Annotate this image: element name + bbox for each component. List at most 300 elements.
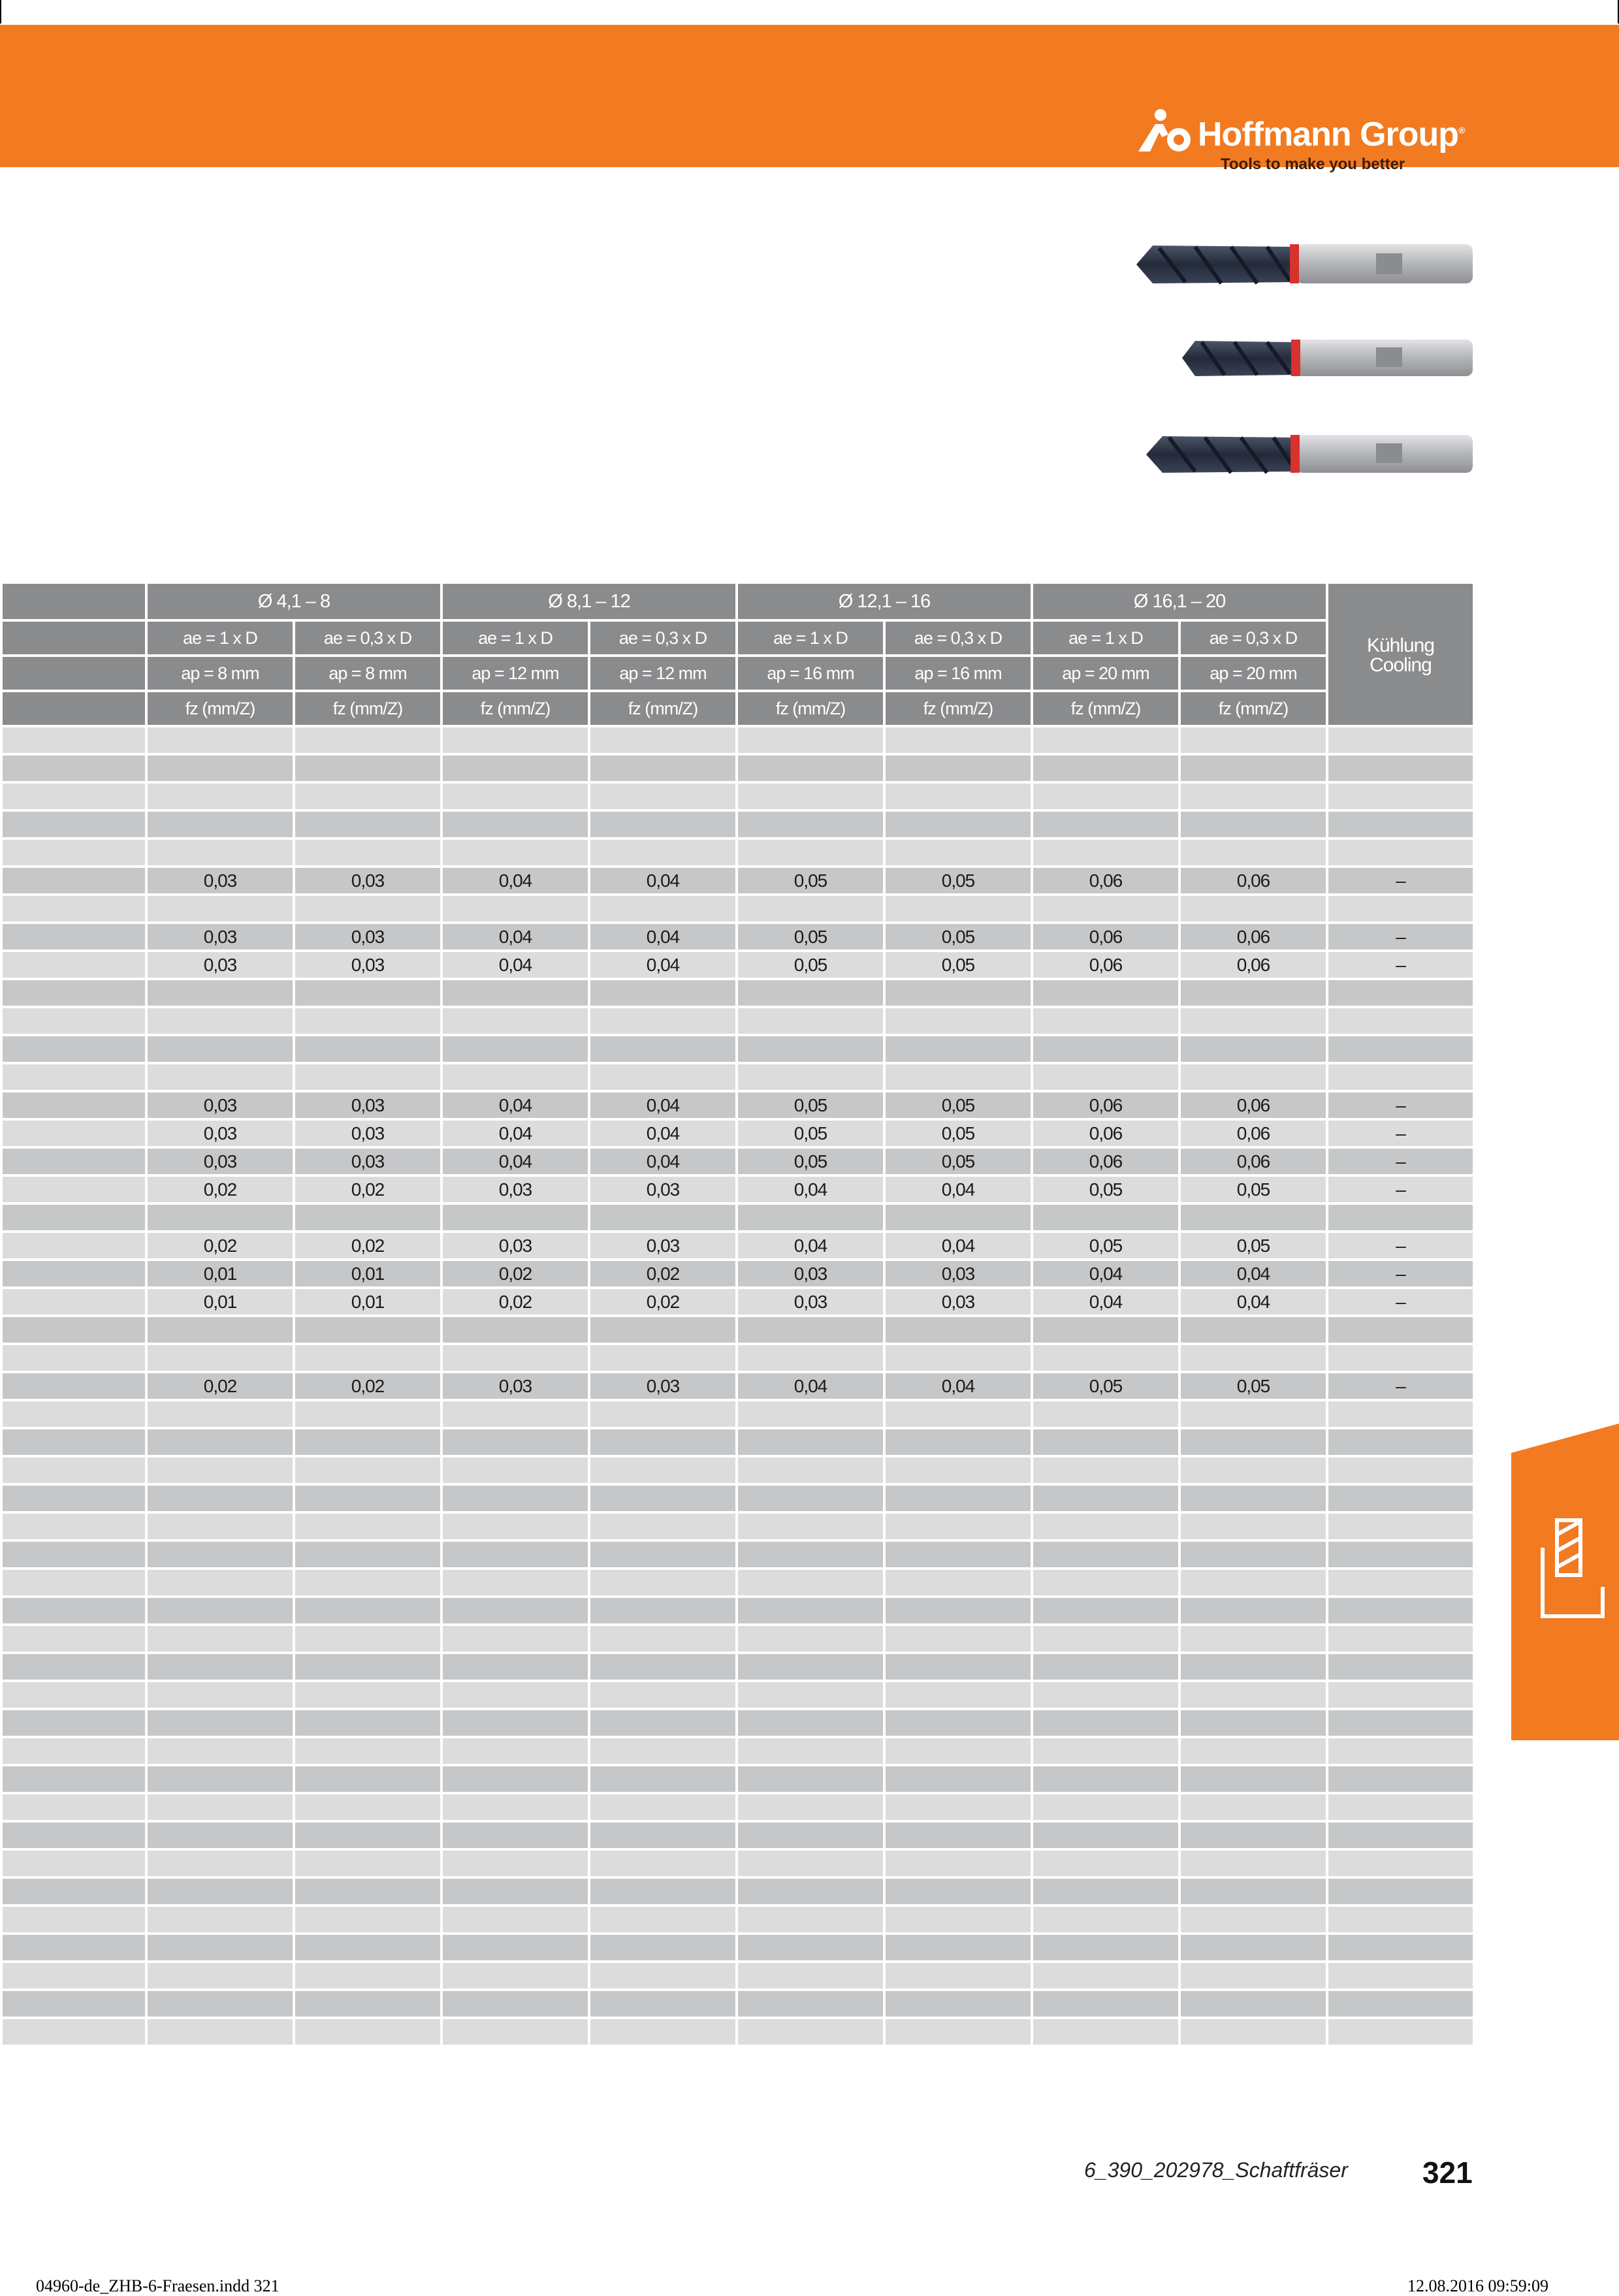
fz-value-cell [1179,1400,1327,1428]
table-row [1,1091,1474,1119]
fz-value-cell: 0,05 [884,1147,1032,1175]
ap-header: ap = 8 mm [294,656,441,691]
fz-value-cell [1032,726,1179,754]
fz-value-cell [1032,1344,1179,1372]
table-row [1,1288,1474,1316]
fz-value-cell [884,1709,1032,1737]
cooling-cell: – [1327,1288,1474,1316]
cooling-cell [1327,1512,1474,1540]
fz-value-cell: 0,05 [737,867,884,895]
fz-value-cell [737,1007,884,1035]
fz-value-cell [146,726,294,754]
fz-value-cell: 0,06 [1179,1091,1327,1119]
fz-value-cell [1179,1569,1327,1597]
fz-value-cell [589,1204,737,1232]
fz-value-cell: 0,04 [441,1091,589,1119]
fz-value-cell [884,1877,1032,1905]
fz-value-cell [1032,1204,1179,1232]
fz-value-cell: 0,06 [1032,1147,1179,1175]
table-row [1,1597,1474,1625]
fz-value-cell: 0,03 [294,867,441,895]
fz-value-cell: 0,02 [146,1232,294,1260]
fz-value-cell [441,1063,589,1091]
cooling-cell [1327,1765,1474,1793]
table-row [1,1821,1474,1849]
fz-value-cell [441,1484,589,1512]
material-cell [1,1456,146,1484]
fz-value-cell: 0,03 [146,951,294,979]
fz-value-cell [146,1428,294,1456]
fz-value-cell [1032,1625,1179,1653]
fz-value-cell [737,1484,884,1512]
cooling-cell [1327,1569,1474,1597]
fz-value-cell [1179,1428,1327,1456]
fz-value-cell [146,1793,294,1821]
table-row [1,1512,1474,1540]
material-cell [1,979,146,1007]
fz-value-cell [884,1344,1032,1372]
material-cell [1,1737,146,1765]
fz-value-cell [146,1484,294,1512]
material-cell [1,1962,146,1990]
cooling-cell [1327,1007,1474,1035]
fz-value-cell [1032,1877,1179,1905]
material-cell [1,1877,146,1905]
fz-value-cell [737,838,884,867]
cooling-cell [1327,754,1474,782]
cooling-cell: – [1327,1091,1474,1119]
fz-value-cell: 0,04 [1179,1260,1327,1288]
material-cell [1,1119,146,1147]
fz-value-cell [146,1512,294,1540]
material-cell [1,923,146,951]
fz-value-cell [146,1400,294,1428]
ae-header: ae = 1 x D [146,620,294,656]
table-row [1,726,1474,754]
fz-header: fz (mm/Z) [1179,691,1327,726]
fz-value-cell [1179,838,1327,867]
fz-value-cell [146,1962,294,1990]
fz-value-cell [1032,1737,1179,1765]
fz-value-cell [146,838,294,867]
fz-value-cell: 0,03 [589,1232,737,1260]
fz-value-cell [884,1569,1032,1597]
fz-value-cell: 0,02 [294,1175,441,1204]
cooling-cell [1327,2018,1474,2046]
fz-value-cell [884,726,1032,754]
fz-value-cell [441,1512,589,1540]
cooling-cell: – [1327,951,1474,979]
fz-value-cell [1032,1428,1179,1456]
material-cell [1,1344,146,1372]
fz-value-cell [1032,1569,1179,1597]
fz-value-cell [884,1849,1032,1877]
cooling-cell [1327,1204,1474,1232]
fz-value-cell [589,1990,737,2018]
fz-value-cell [1179,1512,1327,1540]
fz-value-cell [1179,1737,1327,1765]
fz-value-cell [884,838,1032,867]
fz-value-cell: 0,04 [441,951,589,979]
fz-value-cell [441,1316,589,1344]
fz-value-cell: 0,04 [737,1372,884,1400]
cooling-cell [1327,1821,1474,1849]
material-cell [1,838,146,867]
material-cell [1,1793,146,1821]
table-row [1,2018,1474,2046]
fz-value-cell: 0,03 [146,1119,294,1147]
fz-value-cell [294,1653,441,1681]
fz-value-cell [294,1204,441,1232]
fz-value-cell [884,1035,1032,1063]
table-row [1,867,1474,895]
cooling-cell [1327,782,1474,810]
fz-value-cell [1179,1934,1327,1962]
fz-value-cell [146,1204,294,1232]
cooling-cell [1327,1597,1474,1625]
fz-value-cell [146,1540,294,1569]
fz-value-cell [146,1990,294,2018]
fz-value-cell [441,1821,589,1849]
cooling-cell [1327,1962,1474,1990]
fz-value-cell [441,838,589,867]
fz-value-cell [1032,2018,1179,2046]
fz-value-cell: 0,03 [441,1175,589,1204]
fz-value-cell [884,754,1032,782]
table-row [1,1681,1474,1709]
cooling-cell [1327,1540,1474,1569]
fz-value-cell: 0,04 [589,1119,737,1147]
table-row [1,1849,1474,1877]
page-number: 321 [1422,2156,1473,2190]
fz-value-cell [589,895,737,923]
ae-header: ae = 1 x D [737,620,884,656]
fz-value-cell [737,979,884,1007]
fz-value-cell: 0,03 [294,1091,441,1119]
material-cell [1,1147,146,1175]
fz-value-cell [1179,1653,1327,1681]
fz-value-cell [1179,1035,1327,1063]
fz-value-cell [441,1934,589,1962]
fz-value-cell: 0,06 [1179,867,1327,895]
fz-value-cell: 0,04 [884,1372,1032,1400]
fz-value-cell [441,1765,589,1793]
fz-value-cell [146,1653,294,1681]
fz-value-cell [441,895,589,923]
fz-value-cell [441,1007,589,1035]
fz-value-cell [884,782,1032,810]
fz-value-cell [589,754,737,782]
fz-value-cell [737,1877,884,1905]
table-row [1,1260,1474,1288]
table-row [1,1765,1474,1793]
fz-value-cell [1032,1821,1179,1849]
table-row [1,1905,1474,1934]
fz-value-cell [294,1905,441,1934]
fz-value-cell: 0,05 [1032,1232,1179,1260]
fz-value-cell [1032,1063,1179,1091]
cooling-header-en: Cooling [1370,654,1432,676]
fz-value-cell [294,1597,441,1625]
hoffmann-logo-icon [1136,108,1196,154]
fz-header: fz (mm/Z) [737,691,884,726]
fz-value-cell [1032,1007,1179,1035]
fz-value-cell [589,782,737,810]
ae-header: ae = 0,3 x D [884,620,1032,656]
table-row [1,1372,1474,1400]
cooling-cell [1327,979,1474,1007]
fz-value-cell [1179,2018,1327,2046]
fz-value-cell [737,1512,884,1540]
cooling-cell [1327,1653,1474,1681]
fz-value-cell [294,895,441,923]
fz-value-cell [589,1316,737,1344]
fz-value-cell: 0,01 [146,1288,294,1316]
fz-value-cell [146,2018,294,2046]
fz-value-cell: 0,04 [589,1147,737,1175]
material-cell [1,1091,146,1119]
material-cell [1,1681,146,1709]
cooling-cell: – [1327,1119,1474,1147]
material-cell [1,810,146,838]
fz-value-cell: 0,06 [1032,1119,1179,1147]
material-cell [1,1007,146,1035]
fz-value-cell [737,1681,884,1709]
table-row [1,1400,1474,1428]
material-cell [1,1653,146,1681]
fz-value-cell [589,838,737,867]
fz-value-cell [294,810,441,838]
fz-value-cell: 0,02 [146,1372,294,1400]
fz-value-cell [441,1681,589,1709]
fz-header: fz (mm/Z) [146,691,294,726]
cooling-cell [1327,1737,1474,1765]
table-row [1,1147,1474,1175]
brand-tagline: Tools to make you better [1221,155,1405,173]
fz-value-cell [294,1962,441,1990]
ap-header: ap = 12 mm [441,656,589,691]
fz-value-cell [884,1484,1032,1512]
fz-value-cell [441,782,589,810]
fz-value-cell [1032,1905,1179,1934]
fz-value-cell [146,1737,294,1765]
cooling-cell [1327,1344,1474,1372]
fz-value-cell [294,1821,441,1849]
end-mill-image-1 [1133,235,1476,294]
fz-value-cell [294,1765,441,1793]
fz-value-cell [441,1400,589,1428]
table-row [1,1990,1474,2018]
fz-value-cell [1032,895,1179,923]
cooling-cell: – [1327,1175,1474,1204]
fz-value-cell [1032,1653,1179,1681]
fz-value-cell: 0,02 [294,1232,441,1260]
fz-header: fz (mm/Z) [589,691,737,726]
fz-value-cell: 0,02 [441,1260,589,1288]
fz-value-cell [441,1709,589,1737]
table-row [1,1344,1474,1372]
fz-value-cell [441,1540,589,1569]
fz-value-cell [737,1793,884,1821]
fz-value-cell [294,1400,441,1428]
material-cell [1,1540,146,1569]
cooling-cell: – [1327,1372,1474,1400]
material-cell [1,1849,146,1877]
fz-value-cell [1032,754,1179,782]
fz-value-cell [1179,1344,1327,1372]
table-row [1,1625,1474,1653]
fz-value-cell [589,1681,737,1709]
ae-header: ae = 0,3 x D [1179,620,1327,656]
table-row [1,1934,1474,1962]
cutting-data-rows [1,726,1474,2046]
fz-header: fz (mm/Z) [1032,691,1179,726]
table-row [1,1793,1474,1821]
fz-value-cell [1032,1709,1179,1737]
fz-value-cell: 0,04 [589,923,737,951]
table-row [1,895,1474,923]
fz-value-cell [589,1905,737,1934]
fz-value-cell [1179,1484,1327,1512]
fz-value-cell [1179,1063,1327,1091]
fz-value-cell: 0,03 [441,1372,589,1400]
material-header-cell [1,656,146,691]
fz-value-cell [1179,895,1327,923]
material-cell [1,1372,146,1400]
fz-value-cell [589,1540,737,1569]
cooling-cell [1327,1709,1474,1737]
fz-value-cell: 0,01 [294,1260,441,1288]
fz-value-cell [294,2018,441,2046]
table-row [1,1175,1474,1204]
ap-header: ap = 16 mm [884,656,1032,691]
fz-value-cell [146,1765,294,1793]
fz-value-cell: 0,03 [294,1119,441,1147]
fz-value-cell [146,1934,294,1962]
fz-value-cell [1032,810,1179,838]
fz-value-cell: 0,05 [737,1147,884,1175]
material-cell [1,754,146,782]
fz-value-cell [589,1456,737,1484]
fz-value-cell [1032,1316,1179,1344]
fz-value-cell: 0,02 [294,1372,441,1400]
fz-value-cell [737,1653,884,1681]
fz-value-cell [737,895,884,923]
fz-value-cell [737,1063,884,1091]
fz-value-cell [441,1428,589,1456]
fz-value-cell [884,1765,1032,1793]
fz-value-cell [589,2018,737,2046]
fz-value-cell: 0,06 [1179,923,1327,951]
fz-value-cell [146,782,294,810]
material-cell [1,2018,146,2046]
material-cell [1,1288,146,1316]
fz-value-cell [1179,979,1327,1007]
fz-value-cell [1032,1484,1179,1512]
fz-value-cell: 0,04 [1179,1288,1327,1316]
fz-value-cell [737,1597,884,1625]
fz-value-cell [884,1990,1032,2018]
fz-value-cell [441,1653,589,1681]
fz-value-cell: 0,06 [1032,867,1179,895]
cooling-cell [1327,1428,1474,1456]
fz-value-cell [294,726,441,754]
cooling-cell [1327,1456,1474,1484]
fz-value-cell [589,1709,737,1737]
material-cell [1,782,146,810]
fz-value-cell: 0,03 [146,1091,294,1119]
fz-value-cell [589,726,737,754]
fz-value-cell: 0,06 [1179,951,1327,979]
fz-value-cell [737,1428,884,1456]
fz-value-cell [737,1400,884,1428]
fz-value-cell [294,1709,441,1737]
fz-value-cell [737,1905,884,1934]
fz-value-cell [737,726,884,754]
fz-value-cell: 0,05 [737,923,884,951]
table-row [1,1737,1474,1765]
ae-header: ae = 1 x D [441,620,589,656]
fz-value-cell [884,1625,1032,1653]
fz-value-cell [1179,1905,1327,1934]
material-cell [1,1821,146,1849]
fz-value-cell [294,1849,441,1877]
fz-value-cell [1032,1990,1179,2018]
table-row [1,1569,1474,1597]
fz-value-cell [737,1737,884,1765]
material-cell [1,867,146,895]
fz-value-cell [884,1063,1032,1091]
material-cell [1,1428,146,1456]
fz-value-cell [294,838,441,867]
fz-value-cell [146,1035,294,1063]
fz-value-cell: 0,05 [1179,1232,1327,1260]
fz-value-cell [146,979,294,1007]
ap-header: ap = 8 mm [146,656,294,691]
fz-value-cell [294,1569,441,1597]
table-row [1,1035,1474,1063]
fz-value-cell: 0,05 [1179,1372,1327,1400]
fz-value-cell [884,1512,1032,1540]
material-cell [1,1035,146,1063]
fz-value-cell [1032,1793,1179,1821]
fz-value-cell [1179,1849,1327,1877]
crop-mark-top-left [0,0,1,24]
fz-header: fz (mm/Z) [884,691,1032,726]
fz-value-cell [884,1681,1032,1709]
fz-value-cell: 0,03 [884,1260,1032,1288]
fz-value-cell [294,1063,441,1091]
fz-value-cell [1032,1540,1179,1569]
fz-value-cell [1032,1765,1179,1793]
fz-value-cell [294,1484,441,1512]
fz-value-cell: 0,04 [441,1119,589,1147]
fz-value-cell [737,1821,884,1849]
header-banner [0,25,1619,173]
fz-value-cell [884,1905,1032,1934]
fz-value-cell [1179,726,1327,754]
fz-value-cell [737,1344,884,1372]
material-cell [1,1232,146,1260]
fz-value-cell: 0,03 [737,1288,884,1316]
fz-value-cell [737,810,884,838]
fz-value-cell [1032,1681,1179,1709]
print-slug-date: 12.08.2016 09:59:09 [1407,2276,1548,2295]
cooling-cell [1327,1400,1474,1428]
fz-value-cell [146,895,294,923]
fz-value-cell [884,979,1032,1007]
fz-value-cell [294,1681,441,1709]
